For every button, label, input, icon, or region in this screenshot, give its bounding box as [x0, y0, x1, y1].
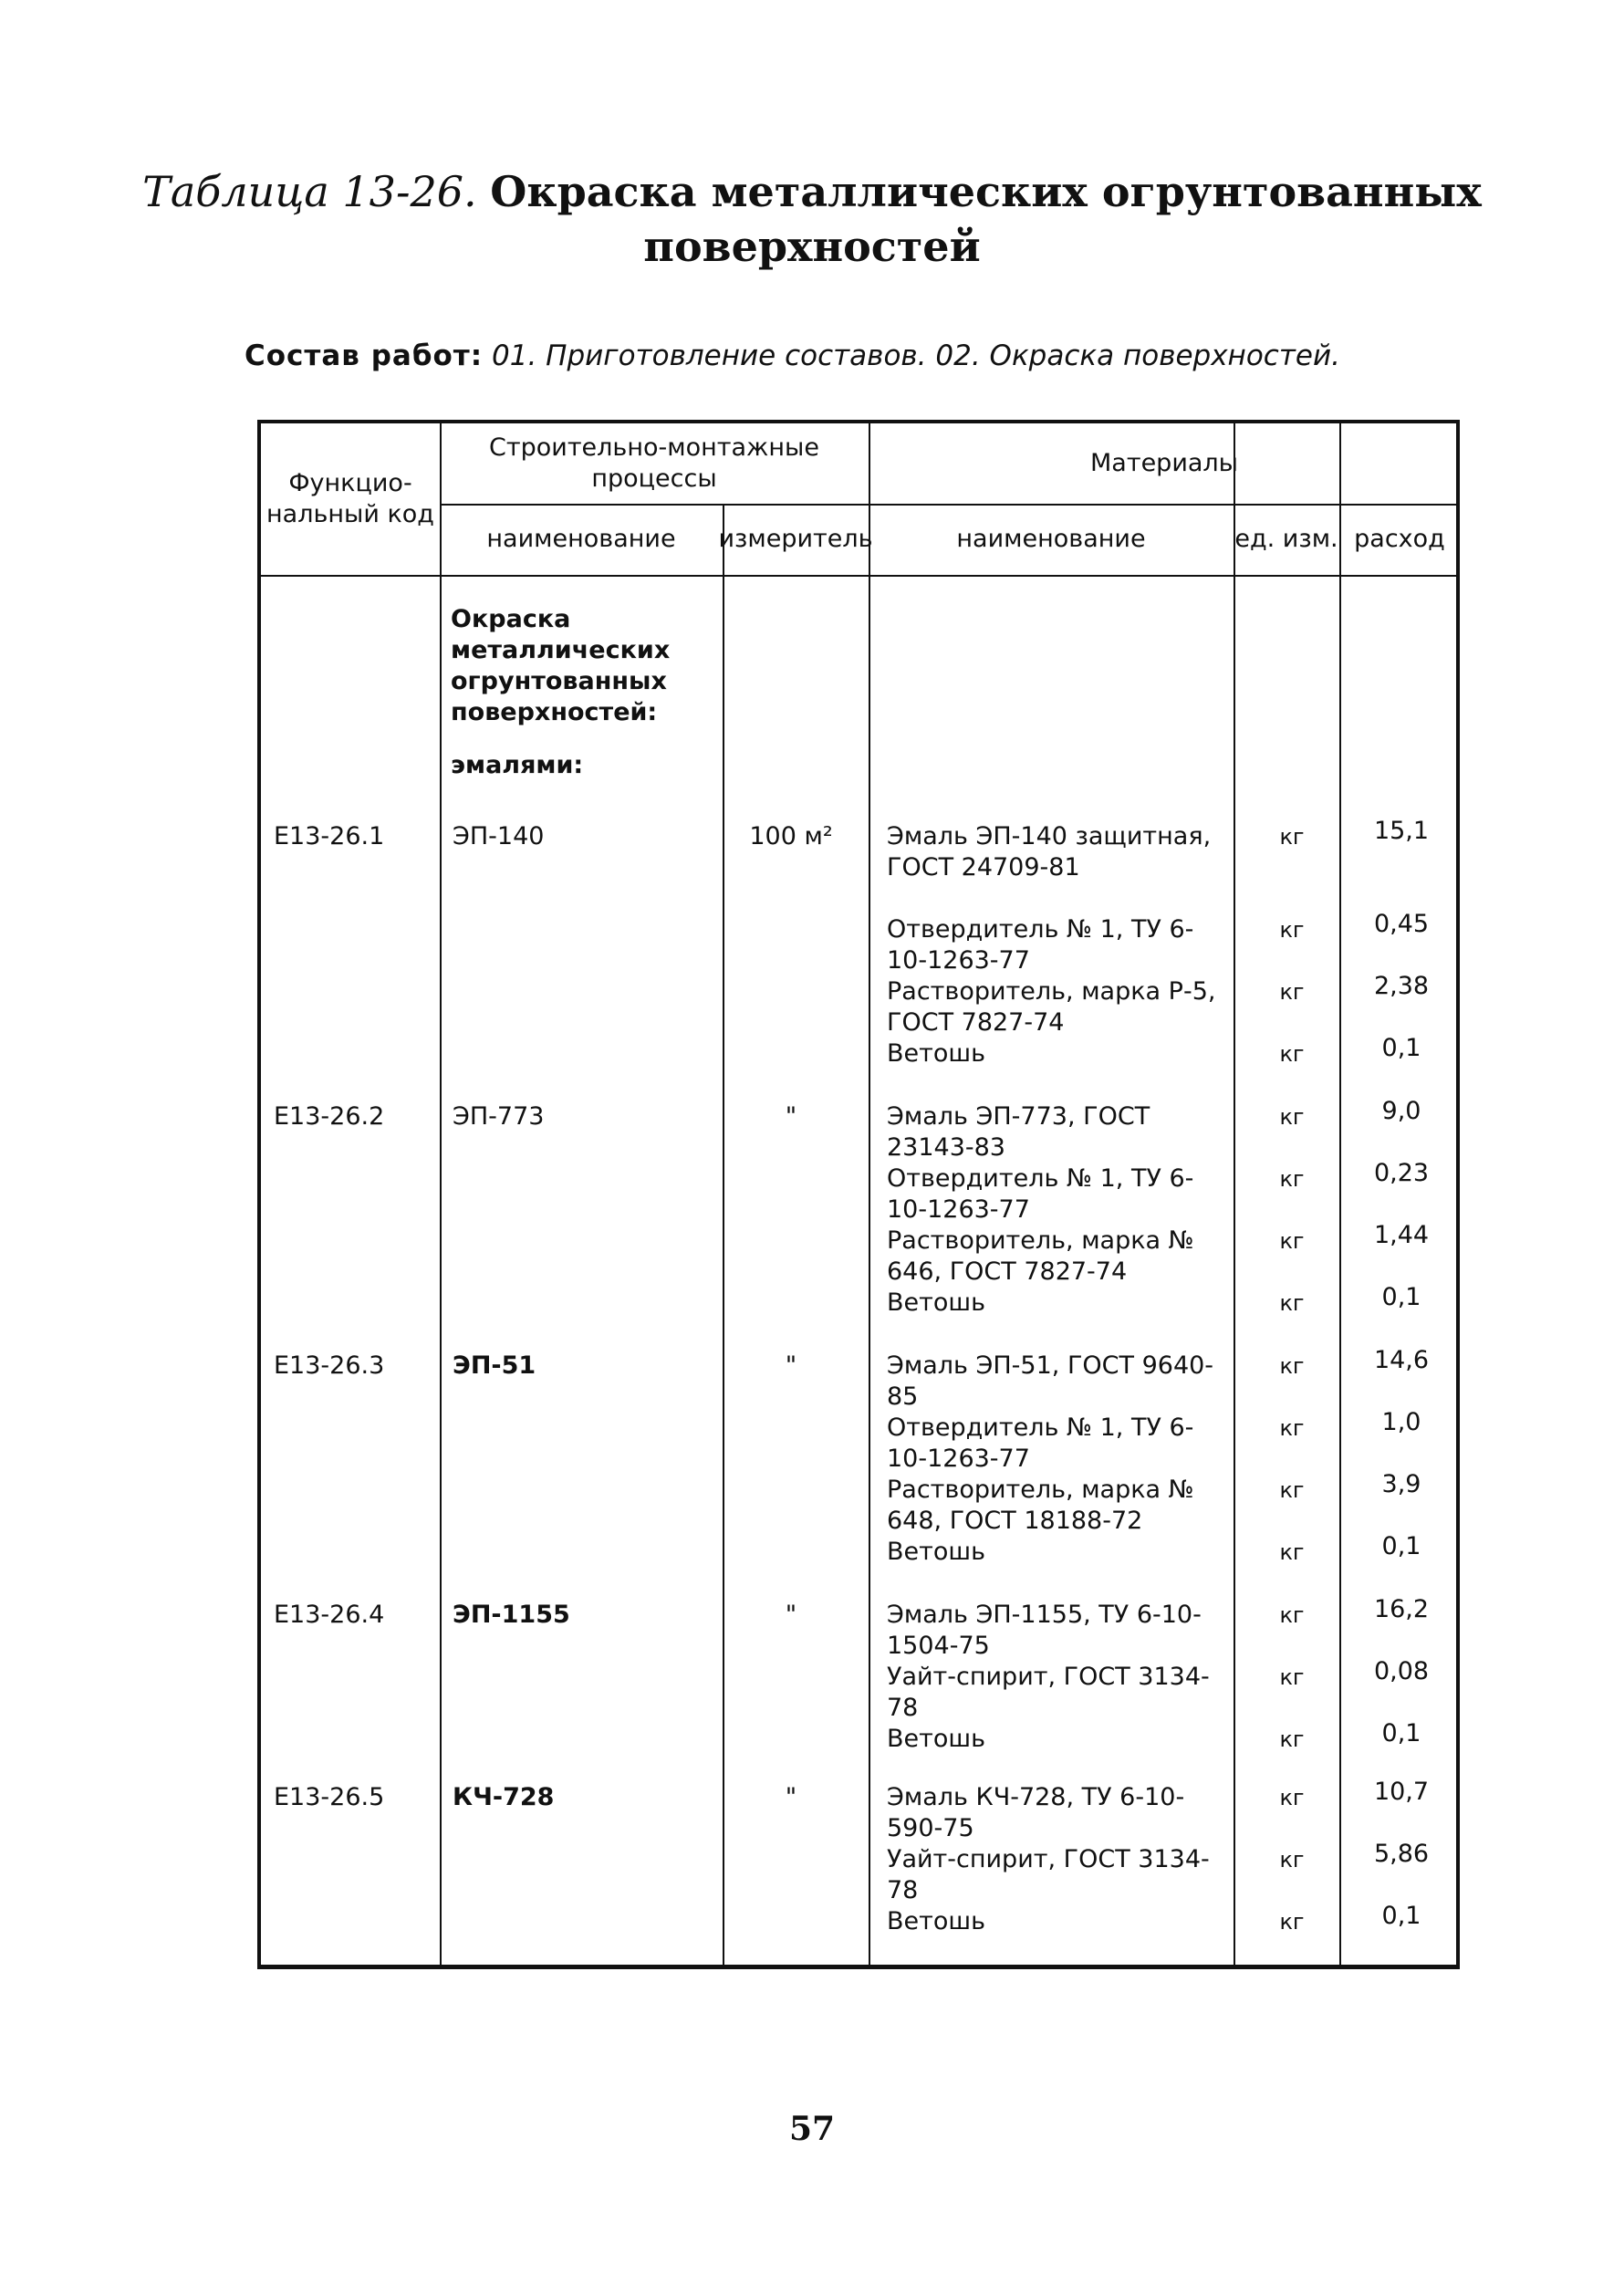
material-quantity: 10,7 [1373, 1778, 1430, 1806]
header-materials: Материалы [1090, 449, 1238, 477]
work-composition [245, 339, 1449, 372]
section-subtitle: эмалями: [451, 751, 584, 779]
row-code: Е13-26.2 [274, 1102, 385, 1131]
norms-table [257, 420, 1460, 1969]
row-process-name: ЭП-140 [453, 822, 545, 850]
row-process-name: КЧ-728 [453, 1783, 555, 1811]
material-quantity: 0,1 [1381, 1034, 1421, 1062]
header-processes: Строительно-монтажные процессы [489, 433, 819, 493]
table-number: Таблица 13-26. [142, 167, 477, 216]
page-number: 57 [788, 2110, 836, 2148]
header-material-unit: ед. изм. [1234, 525, 1338, 553]
material-name: Эмаль ЭП-51, ГОСТ 9640-85 [887, 1351, 1214, 1411]
row-meter: " [785, 1102, 797, 1131]
row-process-name: ЭП-1155 [453, 1601, 570, 1629]
material-quantity: 15,1 [1373, 817, 1430, 845]
column-divider [440, 423, 442, 1965]
material-quantity: 0,1 [1381, 1902, 1421, 1930]
material-unit: кг [1279, 1104, 1305, 1130]
material-quantity: 1,44 [1373, 1221, 1430, 1249]
material-unit: кг [1279, 1847, 1305, 1872]
material-unit: кг [1279, 1477, 1305, 1503]
material-quantity: 9,0 [1381, 1097, 1421, 1125]
column-divider [1234, 423, 1235, 1965]
row-meter: " [785, 1601, 797, 1629]
material-quantity: 0,45 [1373, 910, 1430, 938]
header-code: Функцио-нальный код [266, 469, 434, 528]
row-meter: 100 м² [749, 822, 833, 850]
material-quantity: 2,38 [1373, 972, 1430, 1000]
material-name: Ветошь [887, 1538, 985, 1566]
material-name: Эмаль ЭП-1155, ТУ 6-10-1504-75 [887, 1601, 1202, 1660]
row-code: Е13-26.3 [274, 1351, 385, 1380]
material-name: Растворитель, марка Р-5, ГОСТ 7827-74 [887, 977, 1216, 1037]
row-code: Е13-26.5 [274, 1783, 385, 1811]
header-process-meter: измеритель [718, 525, 873, 553]
material-name: Эмаль ЭП-773, ГОСТ 23143-83 [887, 1102, 1150, 1162]
row-code: Е13-26.4 [274, 1601, 385, 1629]
header-bottom-line [261, 575, 1456, 577]
material-name: Растворитель, марка № 648, ГОСТ 18188-72 [887, 1476, 1194, 1535]
material-unit: кг [1279, 824, 1305, 850]
row-code: Е13-26.1 [274, 822, 385, 850]
section-heading [451, 604, 715, 781]
row-meter: " [785, 1783, 797, 1811]
material-unit: кг [1279, 1726, 1305, 1752]
material-unit: кг [1279, 1909, 1305, 1935]
table-title [0, 164, 1624, 274]
material-name: Отвердитель № 1, ТУ 6-10-1263-77 [887, 915, 1194, 975]
material-unit: кг [1279, 1664, 1305, 1690]
meter-column-divider [723, 504, 724, 1965]
material-unit: кг [1279, 1602, 1305, 1628]
material-quantity: 0,1 [1381, 1719, 1421, 1747]
material-name: Ветошь [887, 1288, 985, 1317]
header-process-name: наименование [486, 525, 676, 553]
header-material-name: наименование [956, 525, 1146, 553]
title-main: Окраска металлических огрунтованных [490, 167, 1482, 216]
title-line-1 [0, 164, 1624, 219]
material-name: Эмаль КЧ-728, ТУ 6-10-590-75 [887, 1783, 1185, 1842]
material-quantity: 0,1 [1381, 1283, 1421, 1311]
material-name: Ветошь [887, 1907, 985, 1935]
row-meter: " [785, 1351, 797, 1380]
material-unit: кг [1279, 1290, 1305, 1316]
work-composition-label: Состав работ: [245, 339, 484, 372]
row-process-name: ЭП-773 [453, 1102, 545, 1131]
material-unit: кг [1279, 917, 1305, 943]
material-unit: кг [1279, 1415, 1305, 1441]
material-name: Растворитель, марка № 646, ГОСТ 7827-74 [887, 1226, 1194, 1286]
section-title: Окраска металлических огрунтованных поверхностей: [451, 605, 671, 726]
material-unit: кг [1279, 1353, 1305, 1379]
work-composition-text: 01. Приготовление составов. 02. Окраска поверхностей. [492, 339, 1340, 372]
material-name: Ветошь [887, 1725, 985, 1753]
material-name: Эмаль ЭП-140 защитная, ГОСТ 24709-81 [887, 822, 1212, 881]
material-quantity: 3,9 [1381, 1470, 1421, 1498]
material-unit: кг [1279, 1228, 1305, 1254]
material-quantity: 5,86 [1373, 1840, 1430, 1868]
material-name: Уайт-спирит, ГОСТ 3134-78 [887, 1845, 1210, 1904]
material-name: Уайт-спирит, ГОСТ 3134-78 [887, 1663, 1210, 1722]
material-quantity: 0,1 [1381, 1532, 1421, 1560]
header-material-qty: расход [1354, 525, 1445, 553]
material-unit: кг [1279, 1041, 1305, 1067]
material-quantity: 1,0 [1381, 1408, 1421, 1436]
material-unit: кг [1279, 1166, 1305, 1192]
material-quantity: 0,23 [1373, 1159, 1430, 1187]
material-unit: кг [1279, 1785, 1305, 1810]
material-name: Отвердитель № 1, ТУ 6-10-1263-77 [887, 1413, 1194, 1473]
title-line-2: поверхностей [643, 222, 981, 271]
material-quantity: 14,6 [1373, 1346, 1430, 1374]
material-unit: кг [1279, 1539, 1305, 1565]
material-name: Отвердитель № 1, ТУ 6-10-1263-77 [887, 1164, 1194, 1224]
material-quantity: 16,2 [1373, 1595, 1430, 1623]
material-unit: кг [1279, 979, 1305, 1005]
material-name: Ветошь [887, 1039, 985, 1068]
material-quantity: 0,08 [1373, 1657, 1430, 1685]
row-process-name: ЭП-51 [453, 1351, 536, 1380]
column-divider [869, 423, 870, 1965]
